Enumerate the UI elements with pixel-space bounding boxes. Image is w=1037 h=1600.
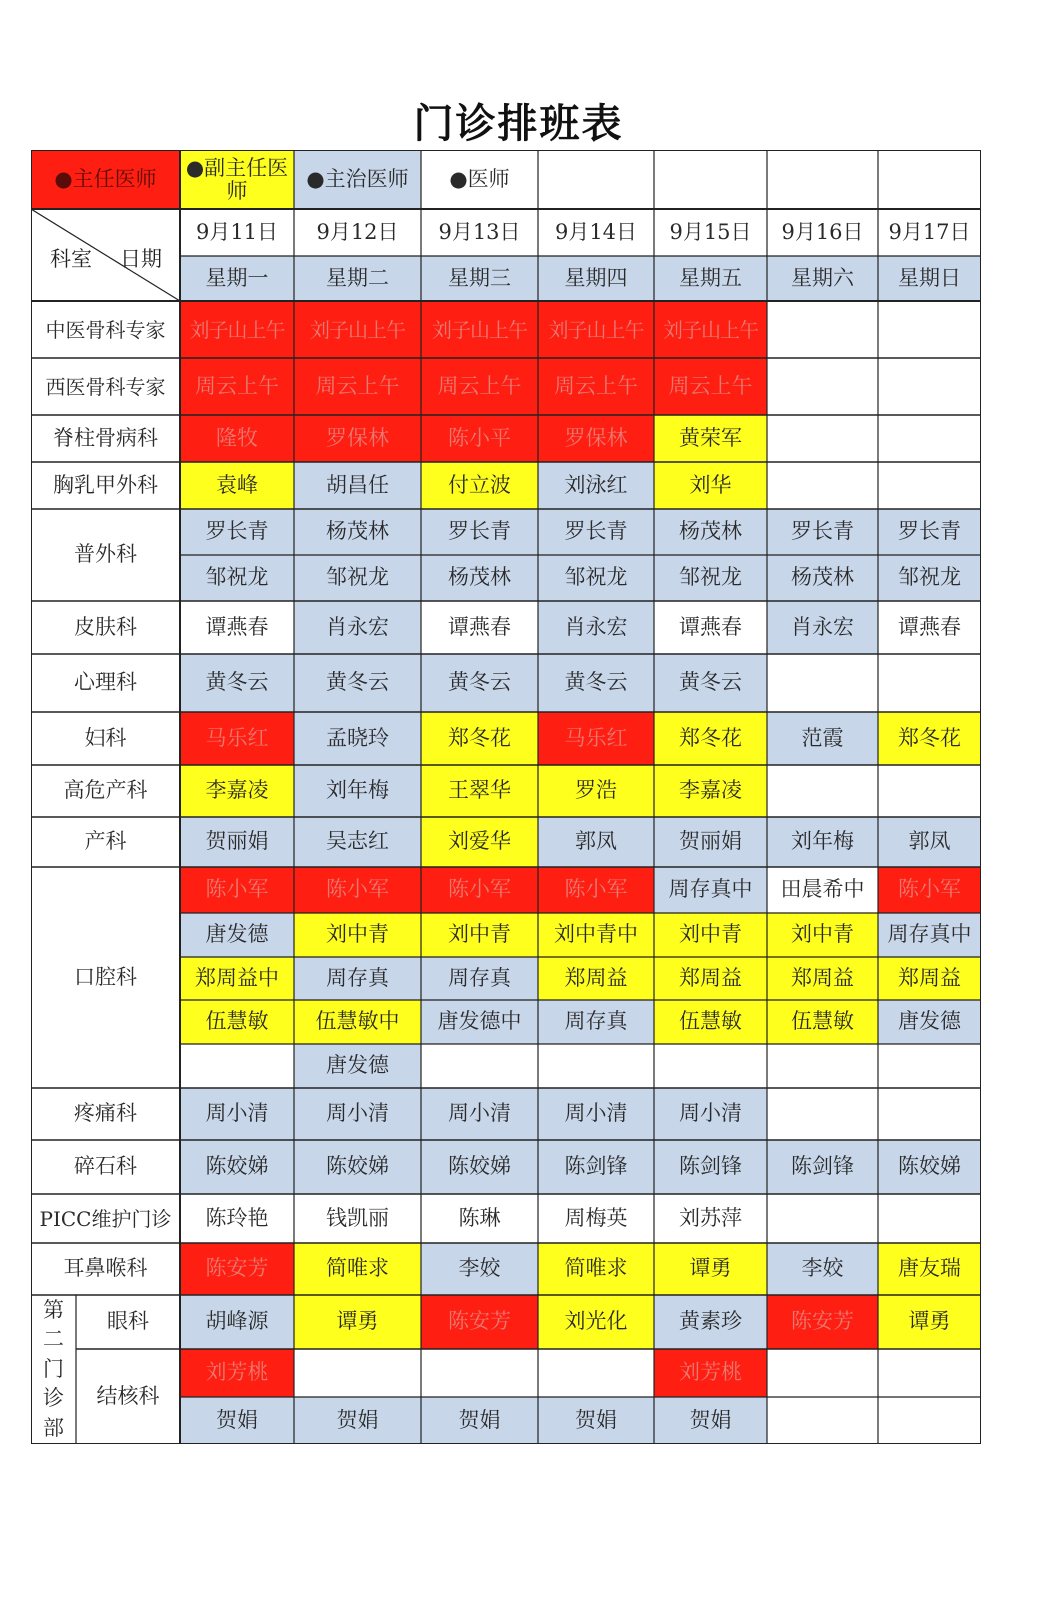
schedule-cell: 吴志红 — [294, 817, 421, 867]
legend-item: ●主治医师 — [294, 150, 421, 209]
schedule-cell: 刘子山上午 — [538, 301, 654, 358]
schedule-cell: 李姣 — [767, 1243, 878, 1295]
schedule-cell: 周小清 — [538, 1088, 654, 1140]
schedule-cell: 隆牧 — [180, 415, 294, 462]
schedule-cell: 刘中青 — [294, 913, 421, 957]
schedule-cell: 胡峰源 — [180, 1295, 294, 1349]
schedule-cell: 王翠华 — [421, 765, 538, 817]
schedule-cell: 郑周益 — [878, 957, 981, 1000]
schedule-cell: 李嘉凌 — [180, 765, 294, 817]
schedule-cell: 唐发德 — [878, 1000, 981, 1044]
schedule-cell: 周存真 — [294, 957, 421, 1000]
schedule-cell: 罗长青 — [878, 509, 981, 555]
schedule-cell: 伍慧敏 — [180, 1000, 294, 1044]
schedule-cell: 周云上午 — [294, 358, 421, 415]
schedule-cell: 钱凯丽 — [294, 1194, 421, 1243]
schedule-cell: 杨茂林 — [421, 555, 538, 601]
schedule-cell: 陈琳 — [421, 1194, 538, 1243]
weekday-header: 星期一 — [180, 256, 294, 301]
schedule-cell: 周云上午 — [654, 358, 767, 415]
schedule-cell: 贺娟 — [538, 1397, 654, 1444]
department-name: 皮肤科 — [31, 601, 180, 654]
schedule-cell: 周存真 — [538, 1000, 654, 1044]
schedule-cell: 郑周益 — [654, 957, 767, 1000]
schedule-cell: 刘子山上午 — [654, 301, 767, 358]
schedule-cell: 陈姣娣 — [180, 1140, 294, 1194]
schedule-cell: 邹祝龙 — [180, 555, 294, 601]
department-name: 西医骨科专家 — [31, 358, 180, 415]
schedule-cell: 贺娟 — [294, 1397, 421, 1444]
date-header: 9月13日 — [421, 209, 538, 256]
corner-date-label: 日期 — [120, 247, 162, 271]
schedule-cell: 黄荣军 — [654, 415, 767, 462]
legend-item: ●医师 — [421, 150, 538, 209]
department-name: 结核科 — [76, 1349, 180, 1444]
schedule-cell: 陈安芳 — [767, 1295, 878, 1349]
schedule-cell: 简唯求 — [538, 1243, 654, 1295]
schedule-cell: 刘年梅 — [767, 817, 878, 867]
corner-dept-label: 科室 — [50, 247, 92, 271]
schedule-cell: 杨茂林 — [767, 555, 878, 601]
schedule-cell: 陈小军 — [421, 867, 538, 913]
schedule-cell: 黄冬云 — [294, 654, 421, 712]
date-header: 9月12日 — [294, 209, 421, 256]
schedule-cell: 郑周益中 — [180, 957, 294, 1000]
department-name: 口腔科 — [31, 867, 180, 1088]
schedule-cell: 唐发德 — [294, 1044, 421, 1088]
schedule-cell: 郑周益 — [538, 957, 654, 1000]
schedule-cell: 刘子山上午 — [294, 301, 421, 358]
schedule-cell: 罗保林 — [538, 415, 654, 462]
schedule-cell: 肖永宏 — [538, 601, 654, 654]
schedule-cell: 罗长青 — [767, 509, 878, 555]
schedule-cell: 刘爱华 — [421, 817, 538, 867]
schedule-cell: 肖永宏 — [294, 601, 421, 654]
schedule-cell: 唐发德中 — [421, 1000, 538, 1044]
schedule-cell: 邹祝龙 — [878, 555, 981, 601]
schedule-cell: 黄素珍 — [654, 1295, 767, 1349]
schedule-cell: 周存真中 — [654, 867, 767, 913]
department-name: 普外科 — [31, 509, 180, 601]
schedule-cell: 周云上午 — [538, 358, 654, 415]
legend-item: ●副主任医师 — [180, 150, 294, 209]
schedule-cell: 邹祝龙 — [294, 555, 421, 601]
schedule-cell: 李嘉凌 — [654, 765, 767, 817]
schedule-cell: 陈安芳 — [180, 1243, 294, 1295]
schedule-cell: 刘芳桃 — [180, 1349, 294, 1397]
schedule-cell: 刘中青 — [421, 913, 538, 957]
schedule-cell: 陈安芳 — [421, 1295, 538, 1349]
schedule-cell: 郭凤 — [538, 817, 654, 867]
schedule-cell: 罗长青 — [538, 509, 654, 555]
schedule-cell: 谭燕春 — [421, 601, 538, 654]
schedule-cell: 刘中青 — [767, 913, 878, 957]
table-grid-lines — [31, 150, 981, 1444]
department-name: 眼科 — [76, 1295, 180, 1349]
schedule-cell: 陈剑锋 — [654, 1140, 767, 1194]
schedule-cell: 罗长青 — [421, 509, 538, 555]
schedule-cell: 陈姣娣 — [294, 1140, 421, 1194]
schedule-cell: 谭燕春 — [878, 601, 981, 654]
schedule-cell: 刘年梅 — [294, 765, 421, 817]
schedule-cell: 陈小军 — [878, 867, 981, 913]
schedule-cell: 周小清 — [421, 1088, 538, 1140]
schedule-cell: 周小清 — [180, 1088, 294, 1140]
weekday-header: 星期五 — [654, 256, 767, 301]
date-header: 9月15日 — [654, 209, 767, 256]
schedule-cell: 陈小军 — [538, 867, 654, 913]
weekday-header: 星期二 — [294, 256, 421, 301]
schedule-cell: 袁峰 — [180, 462, 294, 509]
schedule-cell: 陈玲艳 — [180, 1194, 294, 1243]
schedule-cell: 谭燕春 — [654, 601, 767, 654]
schedule-cell: 杨茂林 — [654, 509, 767, 555]
schedule-cell: 刘芳桃 — [654, 1349, 767, 1397]
schedule-cell: 马乐红 — [180, 712, 294, 765]
date-header: 9月11日 — [180, 209, 294, 256]
department-name: 妇科 — [31, 712, 180, 765]
department-name: 高危产科 — [31, 765, 180, 817]
schedule-cell: 贺娟 — [180, 1397, 294, 1444]
schedule-cell: 刘华 — [654, 462, 767, 509]
schedule-cell: 陈剑锋 — [538, 1140, 654, 1194]
schedule-cell: 郑周益 — [767, 957, 878, 1000]
schedule-cell: 刘中青 — [654, 913, 767, 957]
schedule-cell: 黄冬云 — [180, 654, 294, 712]
schedule-cell: 伍慧敏 — [767, 1000, 878, 1044]
schedule-cell: 唐友瑞 — [878, 1243, 981, 1295]
date-header: 9月14日 — [538, 209, 654, 256]
schedule-cell: 贺丽娟 — [180, 817, 294, 867]
schedule-cell: 陈姣娣 — [421, 1140, 538, 1194]
schedule-cell: 刘苏萍 — [654, 1194, 767, 1243]
schedule-cell: 周云上午 — [421, 358, 538, 415]
schedule-cell: 黄冬云 — [421, 654, 538, 712]
schedule-cell: 肖永宏 — [767, 601, 878, 654]
weekday-header: 星期六 — [767, 256, 878, 301]
weekday-header: 星期四 — [538, 256, 654, 301]
schedule-cell: 黄冬云 — [654, 654, 767, 712]
schedule-cell: 周小清 — [294, 1088, 421, 1140]
second-clinic-label: 第二门诊部 — [31, 1295, 76, 1444]
legend-item: ●主任医师 — [31, 150, 180, 209]
schedule-cell: 唐发德 — [180, 913, 294, 957]
schedule-cell: 周存真中 — [878, 913, 981, 957]
schedule-cell: 孟晓玲 — [294, 712, 421, 765]
department-name: 产科 — [31, 817, 180, 867]
weekday-header: 星期日 — [878, 256, 981, 301]
schedule-cell: 谭勇 — [878, 1295, 981, 1349]
schedule-cell: 郭凤 — [878, 817, 981, 867]
schedule-cell: 田晨希中 — [767, 867, 878, 913]
schedule-cell: 陈剑锋 — [767, 1140, 878, 1194]
schedule-cell: 周小清 — [654, 1088, 767, 1140]
schedule-cell: 邹祝龙 — [654, 555, 767, 601]
schedule-cell: 杨茂林 — [294, 509, 421, 555]
schedule-cell: 陈小平 — [421, 415, 538, 462]
schedule-cell: 范霞 — [767, 712, 878, 765]
schedule-cell: 陈姣娣 — [878, 1140, 981, 1194]
schedule-cell: 简唯求 — [294, 1243, 421, 1295]
schedule-cell: 罗保林 — [294, 415, 421, 462]
department-name: 疼痛科 — [31, 1088, 180, 1140]
department-name: 碎石科 — [31, 1140, 180, 1194]
schedule-cell: 谭燕春 — [180, 601, 294, 654]
department-name: PICC维护门诊 — [31, 1194, 180, 1243]
department-name: 中医骨科专家 — [31, 301, 180, 358]
schedule-cell: 刘光化 — [538, 1295, 654, 1349]
schedule-cell: 郑冬花 — [654, 712, 767, 765]
schedule-cell: 罗浩 — [538, 765, 654, 817]
schedule-cell: 陈小军 — [180, 867, 294, 913]
weekday-header: 星期三 — [421, 256, 538, 301]
schedule-cell: 刘中青中 — [538, 913, 654, 957]
schedule-cell: 胡昌任 — [294, 462, 421, 509]
schedule-cell: 刘泳红 — [538, 462, 654, 509]
schedule-cell: 罗长青 — [180, 509, 294, 555]
schedule-cell: 贺丽娟 — [654, 817, 767, 867]
page-title: 门诊排班表 — [413, 101, 624, 147]
schedule-cell: 贺娟 — [654, 1397, 767, 1444]
schedule-cell: 谭勇 — [294, 1295, 421, 1349]
schedule-cell: 周梅英 — [538, 1194, 654, 1243]
schedule-table — [31, 150, 981, 1444]
schedule-cell: 马乐红 — [538, 712, 654, 765]
schedule-cell: 邹祝龙 — [538, 555, 654, 601]
schedule-cell: 郑冬花 — [878, 712, 981, 765]
schedule-cell: 周存真 — [421, 957, 538, 1000]
schedule-cell: 陈小军 — [294, 867, 421, 913]
date-header: 9月16日 — [767, 209, 878, 256]
department-name: 耳鼻喉科 — [31, 1243, 180, 1295]
schedule-cell: 刘子山上午 — [180, 301, 294, 358]
schedule-cell: 李姣 — [421, 1243, 538, 1295]
department-name: 心理科 — [31, 654, 180, 712]
schedule-cell: 郑冬花 — [421, 712, 538, 765]
schedule-cell: 伍慧敏 — [654, 1000, 767, 1044]
department-name: 胸乳甲外科 — [31, 462, 180, 509]
department-name: 脊柱骨病科 — [31, 415, 180, 462]
schedule-cell: 黄冬云 — [538, 654, 654, 712]
schedule-cell: 谭勇 — [654, 1243, 767, 1295]
date-header: 9月17日 — [878, 209, 981, 256]
schedule-cell: 周云上午 — [180, 358, 294, 415]
schedule-cell: 伍慧敏中 — [294, 1000, 421, 1044]
schedule-cell: 贺娟 — [421, 1397, 538, 1444]
schedule-cell: 刘子山上午 — [421, 301, 538, 358]
schedule-cell: 付立波 — [421, 462, 538, 509]
